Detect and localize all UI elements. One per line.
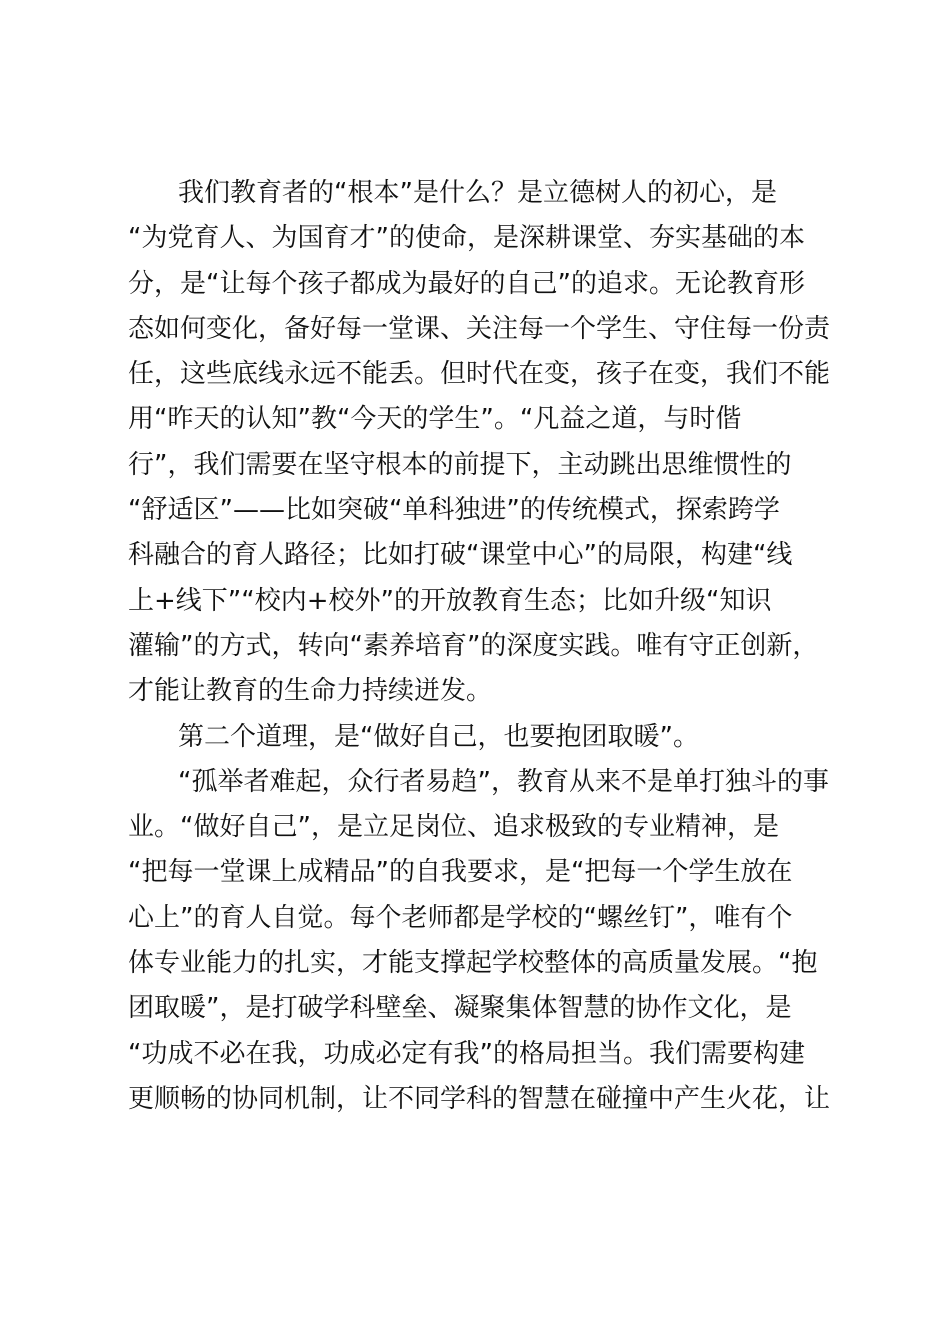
- document-body: [128, 171, 840, 1122]
- paragraph-2-line-4: 心上”的育人自觉。每个老师都是学校的“螺丝钉”，唯有个: [128, 902, 793, 933]
- paragraph-2-line-8: 更顺畅的协同机制，让不同学科的智慧在碰撞中产生火花，让: [128, 1083, 831, 1114]
- paragraph-1-line-7: 行”，我们需要在坚守根本的前提下，主动跳出思维惯性的: [128, 449, 792, 480]
- paragraph-1-line-5: 任，这些底线永远不能丢。但时代在变，孩子在变，我们不能: [128, 359, 831, 390]
- paragraph-2-line-2: 业。“做好自己”，是立足岗位、追求极致的专业精神，是: [128, 812, 779, 843]
- paragraph-2-line-7: “功成不必在我，功成必定有我”的格局担当。我们需要构建: [128, 1038, 805, 1069]
- paragraph-2-line-1: “孤举者难起，众行者易趋”，教育从来不是单打独斗的事: [178, 766, 829, 797]
- paragraph-2-line-5: 体专业能力的扎实，才能支撑起学校整体的高质量发展。“抱: [128, 948, 818, 979]
- paragraph-1-line-11: 灌输”的方式，转向“素养培育”的深度实践。唯有守正创新，: [128, 630, 819, 661]
- paragraph-1-line-8: “舒适区”——比如突破“单科独进”的传统模式，探索跨学: [128, 495, 780, 526]
- paragraph-1-line-1: 我们教育者的“根本”是什么？是立德树人的初心，是: [178, 178, 777, 208]
- paragraph-2-line-6: 团取暖”，是打破学科壁垒、凝聚集体智慧的协作文化，是: [128, 993, 792, 1024]
- paragraph-1-line-2: “为党育人、为国育才”的使命，是深耕课堂、夯实基础的本: [128, 223, 805, 254]
- paragraph-1-line-12: 才能让教育的生命力持续迸发。: [128, 676, 493, 707]
- paragraph-1-line-9: 科融合的育人路径；比如打破“课堂中心”的局限，构建“线: [128, 540, 793, 571]
- paragraph-1-line-3: 分，是“让每个孩子都成为最好的自己”的追求。无论教育形: [128, 268, 805, 299]
- paragraph-2-line-3: “把每一堂课上成精品”的自我要求，是“把每一个学生放在: [128, 857, 793, 888]
- paragraph-1-line-4: 态如何变化，备好每一堂课、关注每一个学生、守住每一份责: [128, 313, 831, 344]
- section-heading: 第二个道理，是“做好自己，也要抱团取暖”。: [178, 721, 699, 752]
- paragraph-1-line-6: 用“昨天的认知”教“今天的学生”。“凡益之道，与时偕: [128, 404, 742, 435]
- paragraph-1-line-10: 上+线下”“校内+校外”的开放教育生态；比如升级“知识: [128, 585, 772, 616]
